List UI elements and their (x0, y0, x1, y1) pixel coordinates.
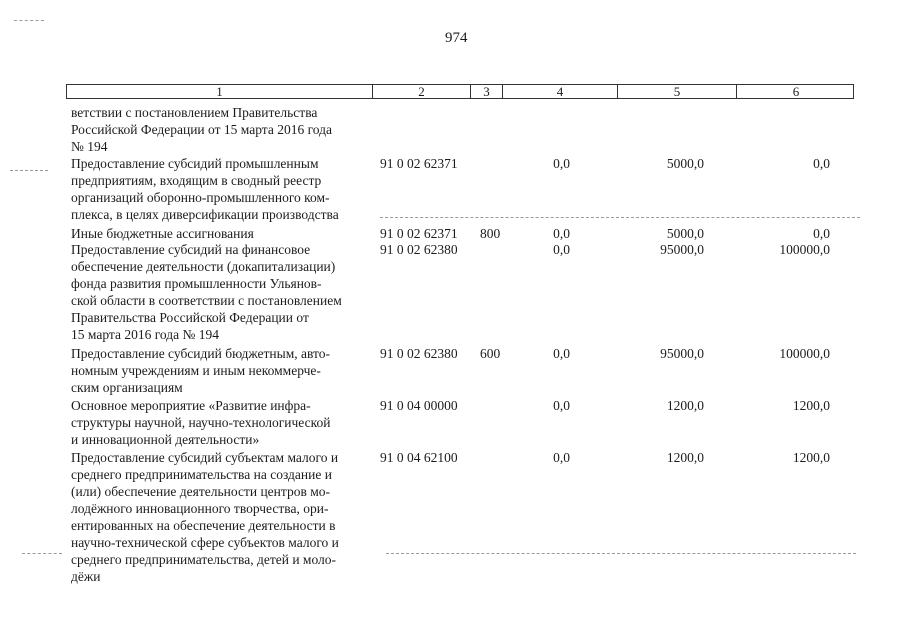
row-description (71, 345, 371, 396)
description-line: и инновационной деятельности» (71, 432, 260, 447)
description-line: структуры научной, научно-технологической (71, 415, 331, 430)
header-col-4: 4 (503, 85, 618, 98)
row-code: 91 0 04 62100 (380, 450, 458, 465)
row-value-col4: 0,0 (553, 226, 570, 241)
row-value-col4: 0,0 (553, 346, 570, 361)
description-line: номным учреждениям и иным некоммерче- (71, 363, 321, 378)
description-line: дёжи (71, 569, 101, 584)
description-line: ветствии с постановлением Правительства (71, 105, 318, 120)
row-code: 91 0 02 62380 (380, 242, 458, 257)
header-col-6: 6 (792, 84, 800, 99)
description-line: Основное мероприятие «Развитие инфра- (71, 398, 311, 413)
scan-artifact (380, 217, 860, 218)
row-description (71, 241, 371, 343)
header-col-3: 3 (471, 85, 503, 98)
row-value-col5: 1200,0 (666, 398, 704, 413)
description-line: лодёжного инновационного творчества, ори- (71, 501, 329, 516)
row-code: 91 0 02 62371 (380, 226, 458, 241)
row-code: 91 0 02 62371 (380, 156, 458, 171)
row-value-col6: 1200,0 (792, 398, 830, 413)
description-line: Предоставление субсидий бюджетным, авто- (71, 346, 330, 361)
row-description (71, 225, 371, 242)
row-description (71, 155, 371, 223)
row-expense-type: 800 (480, 226, 501, 241)
description-line: фонда развития промышленности Ульянов- (71, 276, 322, 291)
scan-artifact (10, 170, 48, 171)
row-value-col5: 95000,0 (660, 242, 704, 257)
row-description (71, 397, 371, 448)
scan-artifact (14, 20, 44, 21)
row-description (71, 449, 371, 585)
description-line: ентированных на обеспечение деятельности в (71, 518, 336, 533)
description-line: Предоставление субсидий промышленным (71, 156, 319, 171)
row-value-col6: 1200,0 (792, 450, 830, 465)
row-code: 91 0 02 62380 (380, 346, 458, 361)
description-line: Российской Федерации от 15 марта 2016 года (71, 122, 333, 137)
row-value-col6: 0,0 (813, 156, 830, 171)
scan-artifact (386, 553, 856, 554)
row-value-col6: 100000,0 (779, 242, 830, 257)
description-line: обеспечение деятельности (докапитализации) (71, 259, 336, 274)
row-value-col6: 0,0 (813, 226, 830, 241)
row-value-col5: 1200,0 (666, 450, 704, 465)
description-line: Иные бюджетные ассигнования (71, 226, 254, 241)
header-col-2: 2 (373, 85, 471, 98)
description-line: № 194 (71, 139, 108, 154)
row-value-col5: 5000,0 (666, 226, 704, 241)
description-line: среднего предпринимательства, детей и моло- (71, 552, 337, 567)
description-line: Предоставление субсидий на финансовое (71, 242, 311, 257)
description-line: предприятиям, входящим в сводный реестр (71, 173, 322, 188)
description-line: Предоставление субсидий субъектам малого и (71, 450, 339, 465)
row-code: 91 0 04 00000 (380, 398, 458, 413)
description-line: 15 марта 2016 года № 194 (71, 327, 219, 342)
table-header (66, 84, 854, 99)
description-line: организаций оборонно-промышленного ком- (71, 190, 330, 205)
header-col-1: 1 (67, 85, 373, 98)
scan-artifact (22, 553, 62, 554)
row-value-col4: 0,0 (553, 398, 570, 413)
row-value-col5: 5000,0 (666, 156, 704, 171)
description-line: Правительства Российской Федерации от (71, 310, 309, 325)
row-value-col4: 0,0 (553, 450, 570, 465)
description-line: (или) обеспечение деятельности центров мо- (71, 484, 330, 499)
row-value-col4: 0,0 (553, 242, 570, 257)
description-line: ским организациям (71, 380, 183, 395)
row-value-col5: 95000,0 (660, 346, 704, 361)
row-description (71, 104, 371, 155)
row-value-col4: 0,0 (553, 156, 570, 171)
description-line: среднего предпринимательства на создание и (71, 467, 332, 482)
row-value-col6: 100000,0 (779, 346, 830, 361)
description-line: ской области в соответствии с постановлением (71, 293, 342, 308)
page-number: 974 (445, 30, 468, 46)
header-col-5: 5 (618, 85, 737, 98)
description-line: научно-технической сфере субъектов малого и (71, 535, 339, 550)
row-expense-type: 600 (480, 346, 501, 361)
description-line: плекса, в целях диверсификации производства (71, 207, 339, 222)
